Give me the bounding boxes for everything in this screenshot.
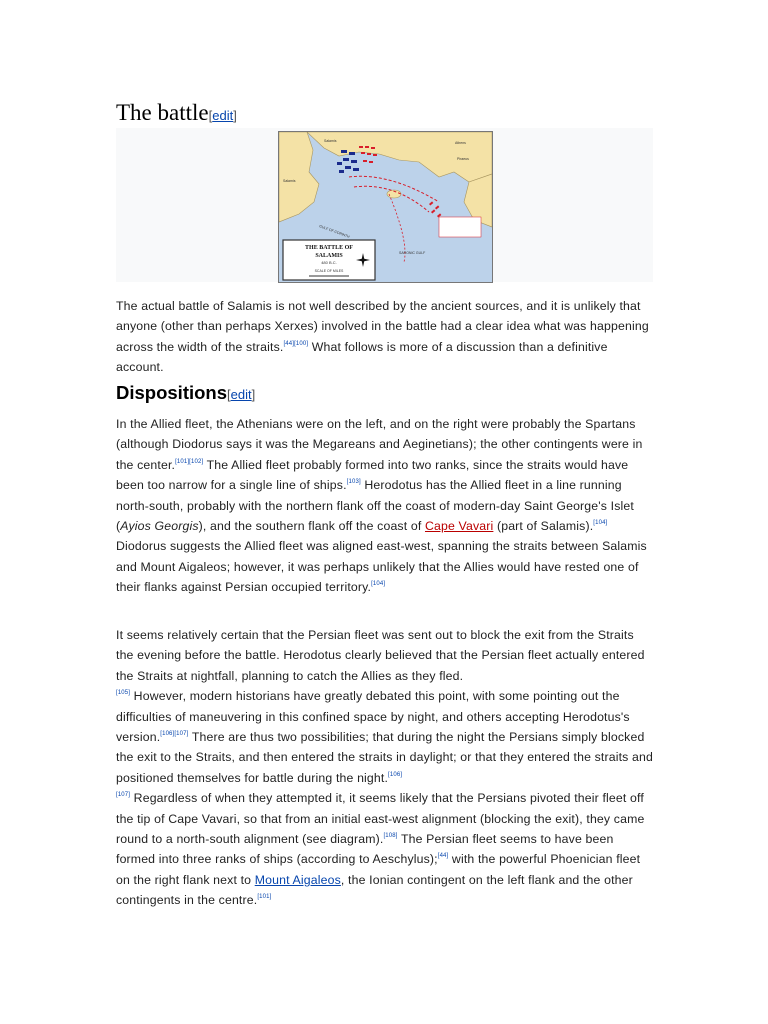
section-heading-the-battle	[116, 100, 653, 130]
citation-link[interactable]: [107]	[116, 792, 131, 799]
paragraph-intro: The actual battle of Salamis is not well described by the ancient sources, and it is unlikely that anyone (other than perhaps Xerxes) involved in the battle had a clear idea what was happening across the width of the straits.[44][100] What follows is more of a discussion than a definitive account.	[116, 299, 649, 375]
citation-link[interactable]: [44][100]	[283, 340, 309, 347]
edit-link-wrapper: [edit]	[208, 108, 237, 123]
map-label-saronic: SARONIC GULF	[399, 251, 426, 255]
map-date: 480 B.C.	[321, 260, 337, 265]
citation-link[interactable]: [44]	[437, 853, 449, 860]
figure-container	[116, 128, 653, 282]
map-scale: SCALE OF MILES	[314, 269, 344, 273]
mount-aigaleos-link[interactable]: Mount Aigaleos	[254, 872, 341, 887]
map-title-1: THE BATTLE OF	[305, 245, 353, 251]
paragraph-persian-fleet: It seems relatively certain that the Persian fleet was sent out to block the exit from the Straits the evening before the battle. Herodotus clearly believed that the Persian fleet actually entered the Straits at nightfall, planning to catch the Allies as they fled. [105] However, modern historians have greatly debated this point, with some pointing out the difficulties of maneuvering in this confined space by night, and others accepting Herodotus's version.[106][107] There are thus two possibilities; that during the night the Persians simply blocked the exit to the Straits, and then entered the straits in daylight; or that they entered the straits and positioned themselves for battle during the night.[106] [107] Regardless of when they attempted it, it seems likely that the Persians pivoted their fleet off the tip of Cape Vavari, so that from an initial east-west alignment (blocking the exit), they came round to a north-south alignment (see diagram).[108] The Persian fleet seems to have been formed into three ranks of ships (according to Aeschylus);[44] with the powerful Phoenician fleet on the right flank next to Mount Aigaleos, the Ionian contingent on the left flank and the other contingents in the centre.[101]	[116, 628, 654, 908]
map-label-piraeus: Piraeus	[457, 157, 469, 161]
map-label-salamis: Salamis	[283, 179, 296, 183]
battle-map-image[interactable]	[278, 131, 493, 283]
edit-link-wrapper: [edit]	[227, 387, 256, 402]
map-label-athens: Athens	[455, 141, 466, 145]
map-label-salamis-top: Salamis	[324, 139, 337, 143]
map-label-corinth-gulf: GULF OF CORINTH	[318, 224, 351, 239]
edit-link[interactable]: edit	[230, 387, 252, 402]
heading-text: The battle	[116, 100, 209, 125]
citation-link[interactable]: [104]	[593, 520, 608, 527]
citation-link[interactable]: [101]	[257, 894, 272, 901]
citation-link[interactable]: [105]	[116, 690, 131, 697]
citation-link[interactable]: [106][107]	[160, 731, 189, 738]
heading-text: Dispositions	[116, 382, 228, 403]
battle-map-svg	[279, 132, 492, 282]
map-title-2: SALAMIS	[315, 253, 343, 259]
citation-link[interactable]: [106]	[388, 771, 403, 778]
cape-vavari-link[interactable]: Cape Vavari	[424, 519, 494, 534]
citation-link[interactable]: [103]	[346, 479, 361, 486]
edit-link[interactable]: edit	[212, 108, 234, 123]
citation-link[interactable]: [108]	[383, 833, 398, 840]
citation-link[interactable]: [104]	[371, 581, 386, 588]
paragraph-allied-fleet: In the Allied fleet, the Athenians were on the left, and on the right were probably the Spartans (although Diodorus says it was the Megareans and Aeginetians); the other contingents were in the center.[101][102] The Allied fleet probably formed into two ranks, since the straits would have been too narrow for a single line of ships.[103] Herodotus has the Allied fleet in a line running north-south, probably with the northern flank off the coast of modern-day Saint George's Islet (Ayios Georgis), and the southern flank off the coast of Cape Vavari (part of Salamis).[104] Diodorus suggests the Allied fleet was aligned east-west, spanning the straits between Salamis and Mount Aigaleos; however, it was perhaps unlikely that the Allies would have rested one of their flanks against Persian occupied territory.[104]	[116, 417, 647, 595]
citation-link[interactable]: [101][102]	[175, 458, 204, 465]
section-heading-dispositions	[116, 382, 255, 404]
